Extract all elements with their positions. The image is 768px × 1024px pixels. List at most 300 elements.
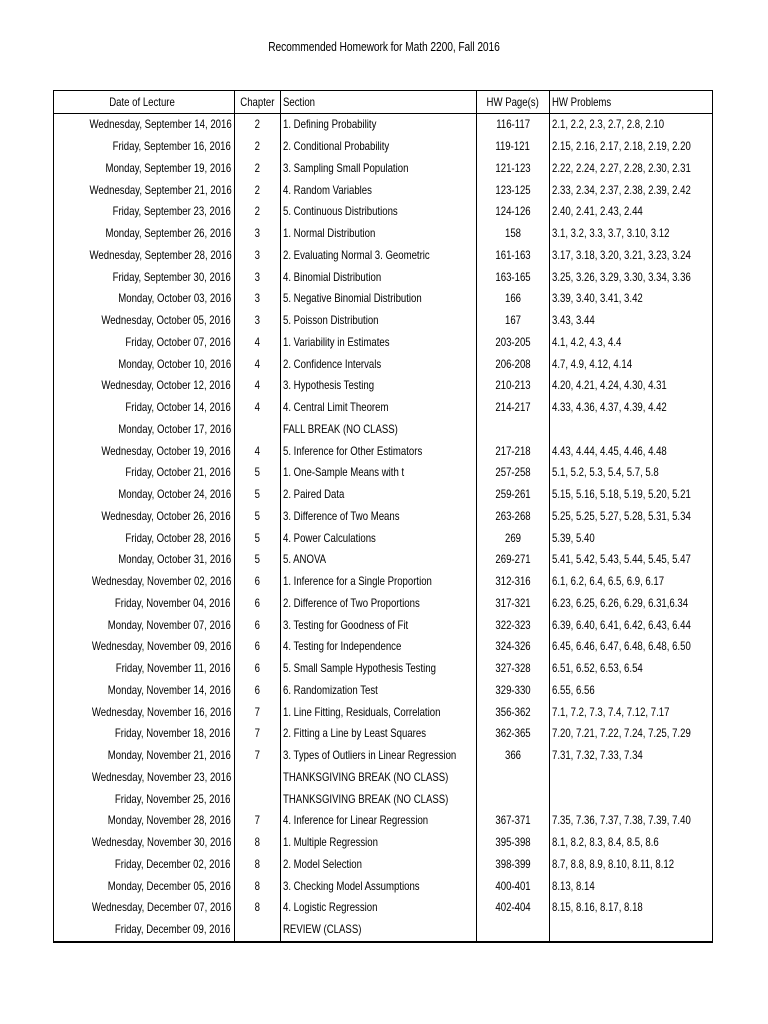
cell-pages <box>477 310 550 332</box>
cell-date <box>54 397 235 419</box>
cell-date <box>54 527 235 549</box>
cell-problems <box>550 571 713 593</box>
cell-chapter-text: 3 <box>254 291 261 306</box>
cell-date-text: Monday, November 07, 2016 <box>107 617 231 632</box>
cell-pages <box>477 375 550 397</box>
column-header-pages <box>477 91 550 114</box>
cell-problems-text: 2.15, 2.16, 2.17, 2.18, 2.19, 2.20 <box>552 139 691 154</box>
cell-chapter <box>235 353 281 375</box>
cell-section-text: 3. Hypothesis Testing <box>283 378 375 393</box>
cell-chapter-text: 6 <box>254 617 261 632</box>
cell-problems-text: 8.13, 8.14 <box>552 878 595 893</box>
cell-chapter-text: 7 <box>254 726 261 741</box>
cell-problems <box>550 854 713 876</box>
cell-section <box>281 375 477 397</box>
cell-date <box>54 310 235 332</box>
cell-pages-text: 158 <box>504 226 522 241</box>
table-row <box>54 158 713 180</box>
cell-problems-text: 8.1, 8.2, 8.3, 8.4, 8.5, 8.6 <box>552 835 659 850</box>
cell-chapter <box>235 701 281 723</box>
cell-pages-text: 402-404 <box>495 900 531 915</box>
cell-section-text: 1. One-Sample Means with t <box>283 465 405 480</box>
cell-pages <box>477 462 550 484</box>
cell-date-text: Friday, November 11, 2016 <box>116 661 231 676</box>
cell-problems-text: 5.1, 5.2, 5.3, 5.4, 5.7, 5.8 <box>552 465 659 480</box>
cell-pages <box>477 571 550 593</box>
cell-pages <box>477 158 550 180</box>
cell-date-text: Friday, October 21, 2016 <box>125 465 231 480</box>
cell-section <box>281 571 477 593</box>
cell-section-text: 1. Inference for a Single Proportion <box>283 574 432 589</box>
cell-section-text: 5. Poisson Distribution <box>283 313 379 328</box>
cell-chapter <box>235 266 281 288</box>
cell-section <box>281 788 477 810</box>
cell-problems-text: 4.20, 4.21, 4.24, 4.30, 4.31 <box>552 378 667 393</box>
cell-section <box>281 179 477 201</box>
cell-section-text: 2. Fitting a Line by Least Squares <box>283 726 427 741</box>
cell-chapter <box>235 245 281 267</box>
cell-section <box>281 310 477 332</box>
cell-pages <box>477 897 550 919</box>
cell-chapter-text: 7 <box>254 813 261 828</box>
cell-pages <box>477 266 550 288</box>
header-row <box>54 91 713 114</box>
cell-section <box>281 832 477 854</box>
cell-chapter <box>235 484 281 506</box>
column-header-pages-label: HW Page(s) <box>486 94 540 109</box>
cell-pages <box>477 179 550 201</box>
table-row <box>54 549 713 571</box>
cell-pages-text: 356-362 <box>495 704 531 719</box>
homework-table <box>53 90 713 943</box>
cell-pages <box>477 549 550 571</box>
cell-date <box>54 114 235 136</box>
cell-date <box>54 484 235 506</box>
cell-problems-text: 2.22, 2.24, 2.27, 2.28, 2.30, 2.31 <box>552 160 691 175</box>
table-row <box>54 593 713 615</box>
cell-date-text: Monday, October 17, 2016 <box>118 421 231 436</box>
cell-chapter <box>235 875 281 897</box>
cell-chapter-text: 8 <box>254 878 261 893</box>
cell-section <box>281 462 477 484</box>
cell-date-text: Wednesday, October 05, 2016 <box>101 313 231 328</box>
cell-date <box>54 810 235 832</box>
cell-date-text: Wednesday, November 30, 2016 <box>91 835 231 850</box>
cell-date <box>54 245 235 267</box>
cell-date-text: Monday, October 10, 2016 <box>118 356 231 371</box>
cell-section-text: 2. Difference of Two Proportions <box>283 595 420 610</box>
cell-problems <box>550 136 713 158</box>
cell-problems <box>550 723 713 745</box>
cell-pages-text: 324-326 <box>495 639 531 654</box>
cell-date <box>54 201 235 223</box>
cell-date-text: Monday, November 14, 2016 <box>107 682 231 697</box>
cell-chapter <box>235 136 281 158</box>
cell-problems-text: 7.1, 7.2, 7.3, 7.4, 7.12, 7.17 <box>552 704 670 719</box>
cell-chapter <box>235 832 281 854</box>
cell-section <box>281 614 477 636</box>
cell-chapter-text: 6 <box>254 595 261 610</box>
cell-date <box>54 745 235 767</box>
cell-date <box>54 723 235 745</box>
cell-date-text: Friday, December 02, 2016 <box>115 856 231 871</box>
cell-pages-text: 161-163 <box>495 247 531 262</box>
cell-pages <box>477 288 550 310</box>
cell-chapter <box>235 854 281 876</box>
table-row <box>54 745 713 767</box>
cell-section-text: 2. Conditional Probability <box>283 139 390 154</box>
cell-chapter-text: 5 <box>254 508 261 523</box>
cell-problems-text: 6.23, 6.25, 6.26, 6.29, 6.31,6.34 <box>552 595 689 610</box>
cell-date-text: Wednesday, November 09, 2016 <box>91 639 231 654</box>
cell-date <box>54 571 235 593</box>
cell-problems-text: 8.15, 8.16, 8.17, 8.18 <box>552 900 643 915</box>
cell-date-text: Wednesday, September 28, 2016 <box>89 247 232 262</box>
cell-chapter <box>235 658 281 680</box>
cell-problems <box>550 810 713 832</box>
cell-chapter-text: 4 <box>254 378 261 393</box>
cell-date-text: Wednesday, October 26, 2016 <box>101 508 231 523</box>
cell-problems-text: 4.43, 4.44, 4.45, 4.46, 4.48 <box>552 443 667 458</box>
cell-section <box>281 353 477 375</box>
column-header-date <box>54 91 235 114</box>
cell-section-text: 5. Inference for Other Estimators <box>283 443 423 458</box>
cell-chapter-text: 8 <box>254 856 261 871</box>
cell-problems-text: 6.45, 6.46, 6.47, 6.48, 6.48, 6.50 <box>552 639 691 654</box>
table-row <box>54 571 713 593</box>
cell-section-text: 1. Line Fitting, Residuals, Correlation <box>283 704 441 719</box>
cell-pages-text: 163-165 <box>495 269 531 284</box>
cell-date-text: Wednesday, November 02, 2016 <box>91 574 231 589</box>
cell-date <box>54 658 235 680</box>
cell-section <box>281 201 477 223</box>
cell-problems-text: 2.1, 2.2, 2.3, 2.7, 2.8, 2.10 <box>552 117 665 132</box>
cell-problems <box>550 527 713 549</box>
cell-section-text: 1. Defining Probability <box>283 117 377 132</box>
cell-chapter <box>235 745 281 767</box>
cell-problems-text: 5.25, 5.25, 5.27, 5.28, 5.31, 5.34 <box>552 508 691 523</box>
cell-chapter <box>235 614 281 636</box>
cell-chapter-text: 2 <box>254 117 261 132</box>
cell-date <box>54 701 235 723</box>
cell-pages <box>477 680 550 702</box>
cell-pages-text: 312-316 <box>495 574 531 589</box>
cell-section-text: 4. Power Calculations <box>283 530 376 545</box>
cell-pages-text: 395-398 <box>495 835 531 850</box>
cell-pages <box>477 223 550 245</box>
cell-pages-text: 167 <box>504 313 522 328</box>
cell-section <box>281 767 477 789</box>
cell-pages-text: 210-213 <box>495 378 531 393</box>
cell-date-text: Monday, October 24, 2016 <box>118 487 231 502</box>
cell-problems <box>550 614 713 636</box>
table-row <box>54 332 713 354</box>
cell-chapter <box>235 723 281 745</box>
table-row <box>54 854 713 876</box>
cell-date-text: Monday, November 21, 2016 <box>107 748 231 763</box>
cell-section-text: THANKSGIVING BREAK (NO CLASS) <box>283 791 449 806</box>
cell-pages-text: 121-123 <box>495 160 531 175</box>
table-row <box>54 506 713 528</box>
cell-chapter <box>235 571 281 593</box>
cell-section <box>281 266 477 288</box>
cell-problems-text: 5.41, 5.42, 5.43, 5.44, 5.45, 5.47 <box>552 552 691 567</box>
cell-chapter <box>235 179 281 201</box>
cell-problems <box>550 201 713 223</box>
cell-date <box>54 549 235 571</box>
cell-section <box>281 114 477 136</box>
cell-section-text: 3. Sampling Small Population <box>283 160 409 175</box>
cell-section-text: 4. Binomial Distribution <box>283 269 382 284</box>
cell-chapter <box>235 201 281 223</box>
cell-section <box>281 440 477 462</box>
cell-date <box>54 462 235 484</box>
cell-pages-text: 269 <box>504 530 522 545</box>
column-header-section <box>281 91 477 114</box>
cell-section <box>281 636 477 658</box>
cell-date-text: Monday, September 26, 2016 <box>105 226 231 241</box>
cell-date-text: Wednesday, November 16, 2016 <box>91 704 231 719</box>
cell-chapter <box>235 506 281 528</box>
table-row <box>54 484 713 506</box>
cell-section-text: 1. Normal Distribution <box>283 226 376 241</box>
cell-chapter <box>235 527 281 549</box>
cell-pages <box>477 614 550 636</box>
cell-section-text: 3. Checking Model Assumptions <box>283 878 420 893</box>
cell-chapter-text: 5 <box>254 465 261 480</box>
cell-date-text: Wednesday, October 12, 2016 <box>101 378 231 393</box>
cell-date <box>54 266 235 288</box>
cell-date-text: Friday, November 18, 2016 <box>115 726 231 741</box>
cell-section <box>281 919 477 942</box>
cell-chapter <box>235 462 281 484</box>
cell-pages <box>477 767 550 789</box>
cell-chapter-text: 5 <box>254 530 261 545</box>
cell-pages-text: 327-328 <box>495 661 531 676</box>
cell-pages <box>477 788 550 810</box>
cell-problems <box>550 375 713 397</box>
cell-section <box>281 245 477 267</box>
cell-date-text: Friday, October 07, 2016 <box>125 334 231 349</box>
cell-section <box>281 549 477 571</box>
cell-pages-text: 322-323 <box>495 617 531 632</box>
cell-problems <box>550 875 713 897</box>
cell-date <box>54 897 235 919</box>
cell-pages <box>477 114 550 136</box>
cell-pages <box>477 527 550 549</box>
cell-date-text: Friday, October 28, 2016 <box>125 530 231 545</box>
cell-pages-text: 317-321 <box>495 595 531 610</box>
cell-pages <box>477 919 550 942</box>
cell-chapter <box>235 788 281 810</box>
cell-section <box>281 484 477 506</box>
cell-problems <box>550 462 713 484</box>
table-row <box>54 201 713 223</box>
cell-pages <box>477 353 550 375</box>
cell-section <box>281 419 477 441</box>
cell-pages-text: 124-126 <box>495 204 531 219</box>
cell-chapter-text: 6 <box>254 682 261 697</box>
cell-section-text: 3. Difference of Two Means <box>283 508 400 523</box>
cell-problems <box>550 897 713 919</box>
cell-chapter <box>235 440 281 462</box>
cell-pages-text: 269-271 <box>495 552 531 567</box>
cell-section-text: 2. Paired Data <box>283 487 345 502</box>
cell-pages <box>477 745 550 767</box>
cell-date-text: Monday, October 03, 2016 <box>118 291 231 306</box>
cell-chapter <box>235 397 281 419</box>
cell-pages <box>477 201 550 223</box>
cell-section-text: 2. Confidence Intervals <box>283 356 382 371</box>
cell-chapter-text: 3 <box>254 226 261 241</box>
cell-problems <box>550 310 713 332</box>
cell-problems <box>550 680 713 702</box>
cell-pages <box>477 875 550 897</box>
cell-problems <box>550 179 713 201</box>
cell-chapter-text: 2 <box>254 204 261 219</box>
cell-pages <box>477 484 550 506</box>
table-row <box>54 614 713 636</box>
cell-problems <box>550 353 713 375</box>
table-row <box>54 353 713 375</box>
cell-problems <box>550 506 713 528</box>
cell-section <box>281 680 477 702</box>
cell-problems <box>550 636 713 658</box>
cell-pages <box>477 506 550 528</box>
cell-problems-text: 5.15, 5.16, 5.18, 5.19, 5.20, 5.21 <box>552 487 691 502</box>
cell-problems-text: 4.1, 4.2, 4.3, 4.4 <box>552 334 622 349</box>
cell-pages-text: 166 <box>504 291 522 306</box>
cell-chapter <box>235 919 281 942</box>
cell-date-text: Monday, September 19, 2016 <box>105 160 231 175</box>
cell-date <box>54 832 235 854</box>
cell-chapter-text: 3 <box>254 269 261 284</box>
table-body <box>54 114 713 942</box>
cell-problems-text: 8.7, 8.8, 8.9, 8.10, 8.11, 8.12 <box>552 856 675 871</box>
cell-section <box>281 158 477 180</box>
cell-section <box>281 658 477 680</box>
cell-chapter-text: 2 <box>254 160 261 175</box>
table-row <box>54 788 713 810</box>
cell-pages-text: 400-401 <box>495 878 531 893</box>
cell-chapter <box>235 767 281 789</box>
cell-section-text: 2. Evaluating Normal 3. Geometric <box>283 247 430 262</box>
cell-date-text: Friday, October 14, 2016 <box>125 400 231 415</box>
table-row <box>54 310 713 332</box>
cell-section-text: THANKSGIVING BREAK (NO CLASS) <box>283 769 449 784</box>
cell-problems <box>550 397 713 419</box>
cell-pages <box>477 854 550 876</box>
cell-chapter <box>235 375 281 397</box>
cell-problems-text: 4.33, 4.36, 4.37, 4.39, 4.42 <box>552 400 667 415</box>
cell-pages-text: 214-217 <box>495 400 531 415</box>
cell-section-text: 4. Testing for Independence <box>283 639 402 654</box>
cell-section <box>281 723 477 745</box>
cell-chapter <box>235 223 281 245</box>
cell-pages <box>477 440 550 462</box>
cell-pages <box>477 636 550 658</box>
cell-chapter-text: 6 <box>254 574 261 589</box>
cell-problems-text: 2.40, 2.41, 2.43, 2.44 <box>552 204 643 219</box>
cell-section-text: 6. Randomization Test <box>283 682 378 697</box>
cell-date-text: Friday, November 04, 2016 <box>115 595 231 610</box>
cell-chapter-text: 8 <box>254 835 261 850</box>
cell-date <box>54 593 235 615</box>
cell-date-text: Friday, September 16, 2016 <box>112 139 231 154</box>
cell-chapter <box>235 680 281 702</box>
table-row <box>54 875 713 897</box>
cell-pages-text: 367-371 <box>495 813 531 828</box>
cell-problems <box>550 245 713 267</box>
cell-pages-text: 123-125 <box>495 182 531 197</box>
cell-section-text: 3. Types of Outliers in Linear Regression <box>283 748 457 763</box>
cell-chapter-text: 4 <box>254 443 261 458</box>
table-row <box>54 658 713 680</box>
cell-chapter <box>235 810 281 832</box>
cell-date <box>54 332 235 354</box>
cell-section <box>281 897 477 919</box>
table-row <box>54 375 713 397</box>
cell-chapter <box>235 549 281 571</box>
cell-problems <box>550 658 713 680</box>
table-row <box>54 266 713 288</box>
cell-section <box>281 136 477 158</box>
cell-pages-text: 203-205 <box>495 334 531 349</box>
cell-problems-text: 7.20, 7.21, 7.22, 7.24, 7.25, 7.29 <box>552 726 691 741</box>
cell-chapter-text: 5 <box>254 552 261 567</box>
cell-problems-text: 3.43, 3.44 <box>552 313 595 328</box>
cell-problems <box>550 223 713 245</box>
cell-problems <box>550 266 713 288</box>
cell-chapter-text: 3 <box>254 313 261 328</box>
table-row <box>54 179 713 201</box>
cell-section <box>281 745 477 767</box>
cell-section-text: 4. Inference for Linear Regression <box>283 813 429 828</box>
cell-section <box>281 223 477 245</box>
cell-section <box>281 288 477 310</box>
cell-section <box>281 397 477 419</box>
column-header-date-label: Date of Lecture <box>109 94 176 109</box>
cell-problems-text: 7.35, 7.36, 7.37, 7.38, 7.39, 7.40 <box>552 813 691 828</box>
column-header-problems <box>550 91 713 114</box>
cell-date-text: Wednesday, December 07, 2016 <box>91 900 231 915</box>
cell-section-text: FALL BREAK (NO CLASS) <box>283 421 398 436</box>
cell-date <box>54 288 235 310</box>
cell-section <box>281 701 477 723</box>
cell-problems-text: 3.1, 3.2, 3.3, 3.7, 3.10, 3.12 <box>552 226 670 241</box>
cell-date-text: Monday, December 05, 2016 <box>107 878 231 893</box>
cell-date-text: Wednesday, October 19, 2016 <box>101 443 231 458</box>
cell-date-text: Monday, October 31, 2016 <box>118 552 231 567</box>
table-header <box>54 91 713 114</box>
cell-chapter <box>235 288 281 310</box>
cell-pages-text: 362-365 <box>495 726 531 741</box>
cell-problems <box>550 767 713 789</box>
cell-problems-text: 6.1, 6.2, 6.4, 6.5, 6.9, 6.17 <box>552 574 665 589</box>
page-title: Recommended Homework for Math 2200, Fall 2016 <box>268 40 500 54</box>
cell-date <box>54 636 235 658</box>
cell-chapter-text: 6 <box>254 639 261 654</box>
cell-date <box>54 919 235 942</box>
cell-chapter <box>235 593 281 615</box>
cell-pages <box>477 419 550 441</box>
cell-date <box>54 158 235 180</box>
cell-problems <box>550 549 713 571</box>
cell-pages-text: 263-268 <box>495 508 531 523</box>
cell-date <box>54 179 235 201</box>
cell-section-text: 4. Random Variables <box>283 182 372 197</box>
cell-problems-text: 2.33, 2.34, 2.37, 2.38, 2.39, 2.42 <box>552 182 691 197</box>
